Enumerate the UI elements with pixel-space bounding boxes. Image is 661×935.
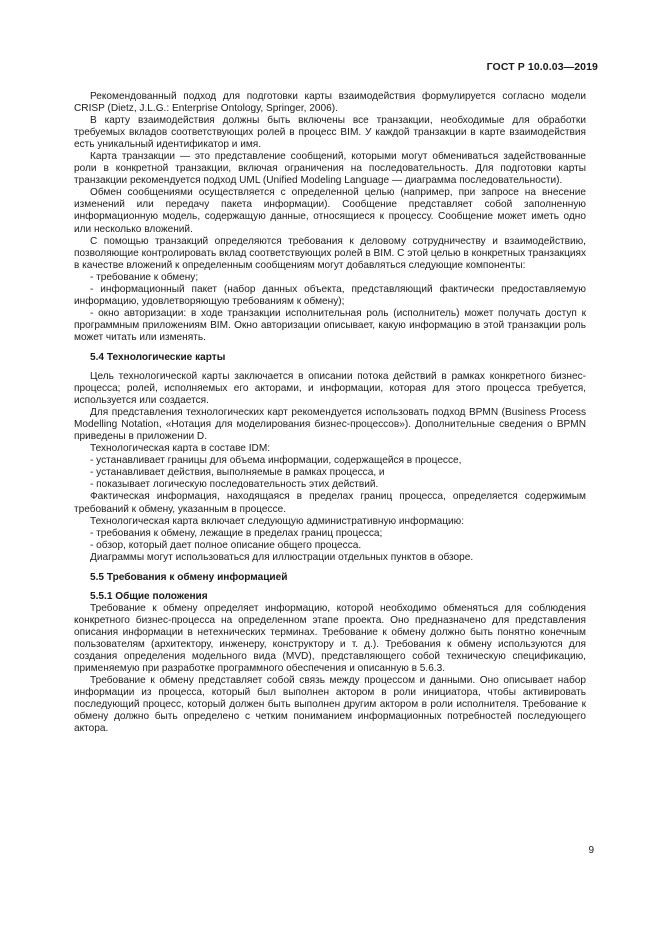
standard-designation: ГОСТ Р 10.0.03—2019: [486, 61, 598, 73]
paragraph: Цель технологической карты заключается в описании потока действий в рамках конкретного бизнес-процесса; ролей, исполняемых его акторами, и информации, которая для этого процесса требуется, используется или создается.: [74, 370, 586, 407]
paragraph: Рекомендованный подход для подготовки карты взаимодействия формулируется согласно модели CRISP (Dietz, J.L.G.: Enterprise Ontology, Springer, 2006).: [74, 91, 586, 115]
list-item: - показывает логическую последовательность этих действий.: [90, 479, 379, 491]
paragraph: В карту взаимодействия должны быть включены все транзакции, необходимые для обработки требуемых вкладов соответствующих ролей в процесс BIM. У каждой транзакции в карте взаимодействия есть уникальный идентификатор и имя.: [74, 115, 586, 151]
paragraph: Обмен сообщениями осуществляется с определенной целью (например, при запросе на внесение изменений или передачу пакета информации). Сообщение представляет собой заполненную информационную модель, содержащую данные, относящиеся к процессу. Сообщение может иметь одно или несколько вложений.: [74, 187, 586, 235]
list-item: - обзор, который дает полное описание общего процесса.: [90, 539, 362, 551]
paragraph: Требование к обмену представляет собой связь между процессом и данными. Оно описывает набор информации из процесса, который был выполнен актором в роли инициатора, чтобы активировать последующий процесс, который должен быть выполнен другим актором в роли исполнителя. Требование к обмену должно быть определено с четким пониманием информационных потребностей последующего актора.: [74, 675, 586, 735]
paragraph: Фактическая информация, находящаяся в пределах границ процесса, определяется содержимым требований к обмену, указанным в процессе.: [74, 491, 586, 515]
section-heading-5-5: 5.5 Требования к обмену информацией: [90, 571, 288, 583]
paragraph: Требование к обмену определяет информацию, которой необходимо обменяться для соблюдения конкретного бизнес-процесса на определенном этапе проекта. Оно предназначено для представления описания информации в нетехнических терминах. Требование к обмену должно быть понятно конечным пользователям (архитектору, инженеру, конструктору и т. д.). Требования к обмену используются для создания определения модельного вида (MVD), представляющего собой техническую спецификацию, применяемую при разработке программного обеспечения и описанную в 5.6.3.: [74, 602, 586, 674]
paragraph: С помощью транзакций определяются требования к деловому сотрудничеству и взаимодействию, позволяющие контролировать вклад соответствующих ролей в BIM. С этой целью в конкретных транзакциях в качестве вложений к определенным сообщениям могут добавляться следующие компоненты:: [74, 235, 586, 271]
page-body: [74, 91, 586, 735]
paragraph: Технологическая карта включает следующую административную информацию:: [90, 515, 465, 527]
list-item: - требование к обмену;: [90, 271, 199, 283]
paragraph: Технологическая карта в составе IDM:: [90, 443, 271, 455]
list-item: - устанавливает границы для объема информации, содержащейся в процессе,: [90, 455, 462, 467]
subsection-heading-5-5-1: 5.5.1 Общие положения: [90, 590, 208, 602]
list-item: - требования к обмену, лежащие в пределах границ процесса;: [90, 527, 383, 539]
section-heading-5-4: 5.4 Технологические карты: [90, 351, 226, 363]
page-number: 9: [588, 845, 594, 856]
list-item: - устанавливает действия, выполняемые в рамках процесса, и: [90, 467, 385, 479]
paragraph: Для представления технологических карт рекомендуется использовать подход BPMN (Business Process Modelling Notation, «Нотация для моделирования бизнес-процессов»). Дополнительные сведения о BPMN приведены в приложении D.: [74, 407, 586, 443]
paragraph: Карта транзакции — это представление сообщений, которыми могут обмениваться задействованные роли в конкретной транзакции, включая ограничения на последовательность. Для подготовки карты транзакции рекомендуется подход UML (Unified Modeling Language — диаграмма последовательности).: [74, 151, 586, 187]
list-item: - окно авторизации: в ходе транзакции исполнительная роль (исполнитель) может получать доступ к программным приложениям BIM. Окно авторизации описывает, какую информацию в этой транзакции роль может читать или изменять.: [74, 307, 586, 343]
paragraph: Диаграммы могут использоваться для иллюстрации отдельных пунктов в обзоре.: [90, 551, 474, 563]
list-item: - информационный пакет (набор данных объекта, представляющий фактически предоставляемую информацию, удовлетворяющую требованиям к обмену);: [74, 283, 586, 307]
